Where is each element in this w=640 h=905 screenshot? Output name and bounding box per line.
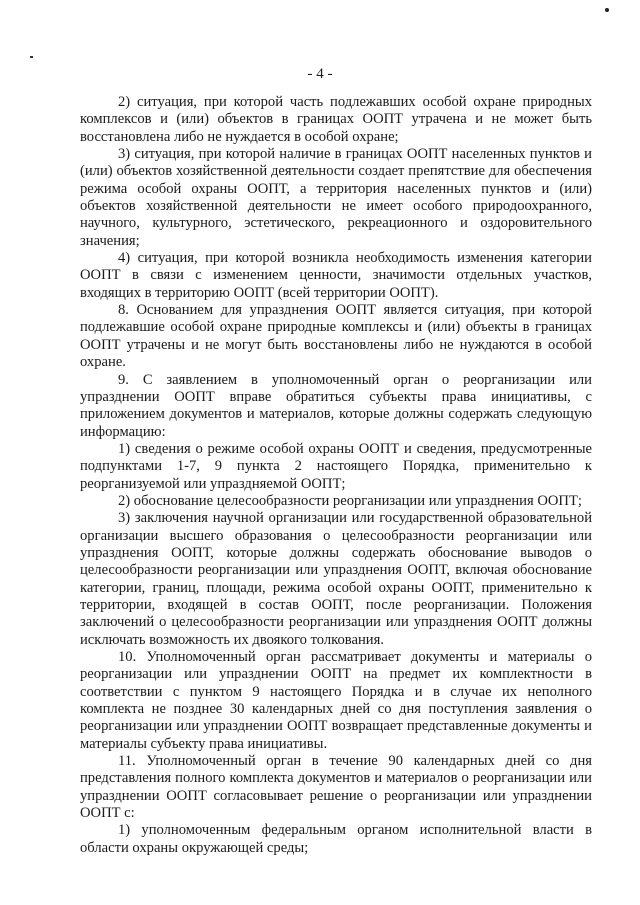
- paragraph: 8. Основанием для упразднения ООПТ является ситуация, при которой подлежавшие особой охране природные комплексы и (или) объекты в границах ООПТ утрачены и не могут быть восстановлены либо не нуждаются в особой охране.: [80, 302, 592, 371]
- paragraph: 2) обоснование целесообразности реорганизации или упразднения ООПТ;: [118, 492, 582, 509]
- paragraph: 3) заключения научной организации или государственной образовательной организации высшего образования о целесообразности реорганизации или упразднения ООПТ, которые должны содержать обоснование выводов о целесообразности реорганизации или упразднения ООПТ, включая обоснование категории, границ, площади, режима особой охраны ООПТ, применительно к территории, входящей в состав ООПТ, после реорганизации. Положения заключений о целесообразности реорганизации или упразднения ООПТ должны исключать возможность их двоякого толкования.: [80, 510, 592, 648]
- paragraph: 4) ситуация, при которой возникла необходимость изменения категории ООПТ в связи с изменением ценности, значимости отдельных участков, входящих в территорию ООПТ (всей территории ООПТ).: [80, 250, 592, 301]
- paragraph: 10. Уполномоченный орган рассматривает документы и материалы о реорганизации или упразднении ООПТ на предмет их комплектности в соответствии с пунктом 9 настоящего Порядка и в случае их неполного комплекта не позднее 30 календарных дней со дня поступления заявления о реорганизации или упразднении ООПТ возвращает представленные документы и материалы субъекту права инициативы.: [80, 649, 592, 752]
- scan-speck: [30, 56, 33, 58]
- paragraph: 1) уполномоченным федеральным органом исполнительной власти в области охраны окружающей среды;: [80, 822, 592, 856]
- page-number: - 4 -: [307, 66, 333, 82]
- paragraph: 1) сведения о режиме особой охраны ООПТ и сведения, предусмотренные подпунктами 1-7, 9 пункта 2 настоящего Порядка, применительно к реорганизуемой или упраздняемой ООПТ;: [80, 440, 592, 492]
- paragraph: 9. С заявлением в уполномоченный орган о реорганизации или упразднении ООПТ вправе обратиться субъекты права инициативы, с приложением документов и материалов, которые должны содержать следующую информацию:: [80, 371, 592, 440]
- scan-speck: [605, 8, 609, 12]
- paragraph: 11. Уполномоченный орган в течение 90 календарных дней со дня представления полного комплекта документов и материалов о реорганизации или упразднении ООПТ согласовывает решение о реорганизации или упразднении ООПТ с:: [80, 753, 592, 822]
- document-body: [80, 94, 592, 857]
- paragraph: 2) ситуация, при которой часть подлежавших особой охране природных комплексов и (или) объектов в границах ООПТ утрачена и не может быть восстановлена либо не нуждается в особой охране;: [80, 94, 592, 145]
- paragraph: 3) ситуация, при которой наличие в границах ООПТ населенных пунктов и (или) объектов хозяйственной деятельности создает препятствие для обеспечения режима особой охраны ООПТ, а территория населенных пунктов и (или) объектов хозяйственной деятельности не имеет особого природоохранного, научного, культурного, эстетического, рекреационного и оздоровительного значения;: [80, 146, 592, 249]
